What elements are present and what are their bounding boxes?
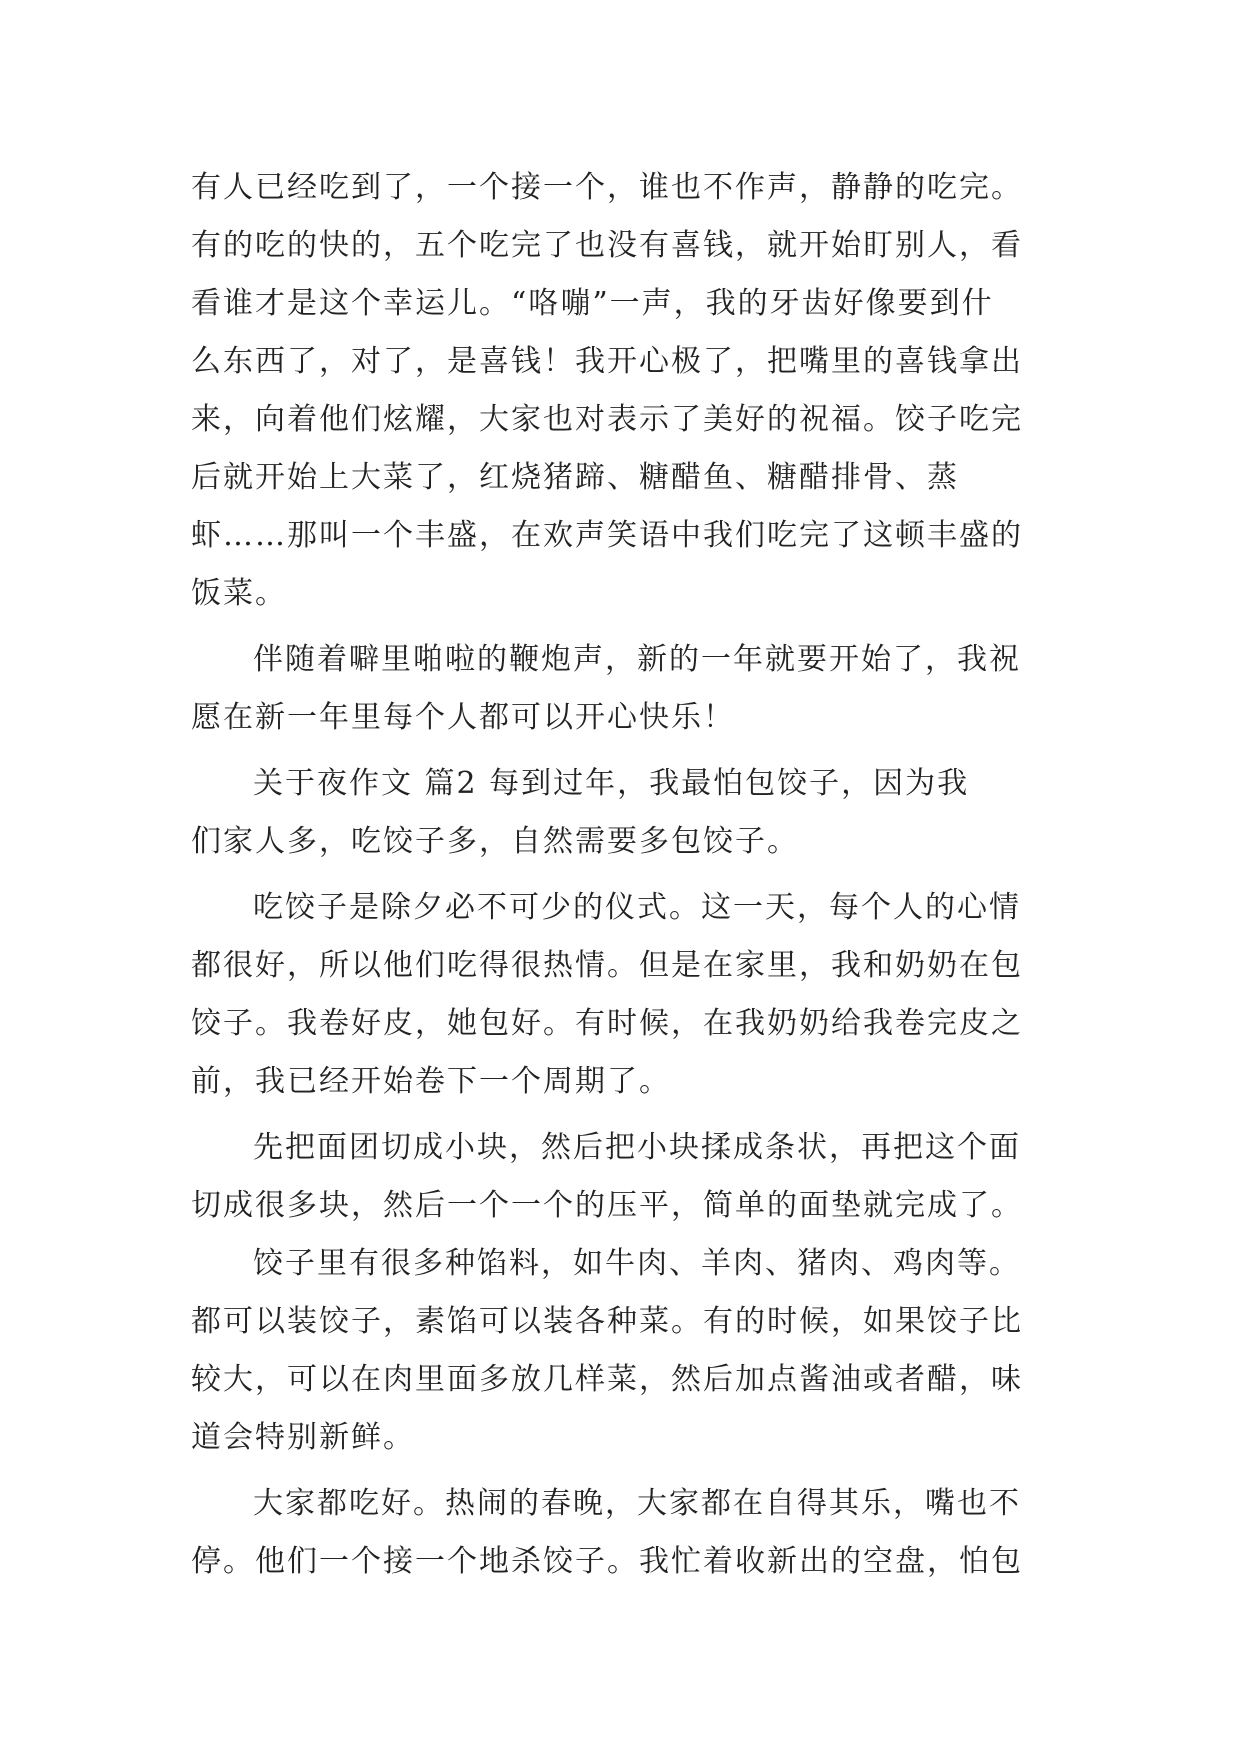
section-heading-line: 关于夜作文 篇2 每到过年，我最怕包饺子，因为我	[253, 766, 970, 801]
text-line: 愿在新一年里每个人都可以开心快乐！	[191, 700, 735, 735]
text-line: 有的吃的快的，五个吃完了也没有喜钱，就开始盯别人，看	[191, 228, 1023, 263]
text-line: 后就开始上大菜了，红烧猪蹄、糖醋鱼、糖醋排骨、蒸	[191, 460, 959, 495]
text-line: 都很好，所以他们吃得很热情。但是在家里，我和奶奶在包	[191, 948, 1023, 983]
text-line: 来，向着他们炫耀，大家也对表示了美好的祝福。饺子吃完	[191, 402, 1023, 437]
text-line: 都可以装饺子，素馅可以装各种菜。有的时候，如果饺子比	[191, 1304, 1023, 1339]
text-line: 饺子。我卷好皮，她包好。有时候，在我奶奶给我卷完皮之	[191, 1006, 1023, 1041]
text-line: 虾……那叫一个丰盛，在欢声笑语中我们吃完了这顿丰盛的	[191, 518, 1023, 553]
text-line: 较大，可以在肉里面多放几样菜，然后加点酱油或者醋，味	[191, 1362, 1023, 1397]
text-line: 停。他们一个接一个地杀饺子。我忙着收新出的空盘，怕包	[191, 1544, 1023, 1579]
text-line: 们家人多，吃饺子多，自然需要多包饺子。	[191, 824, 799, 859]
text-line: 伴随着噼里啪啦的鞭炮声，新的一年就要开始了，我祝	[253, 642, 1021, 677]
text-line: 大家都吃好。热闹的春晚，大家都在自得其乐，嘴也不	[253, 1486, 1021, 1521]
text-line: 有人已经吃到了，一个接一个，谁也不作声，静静的吃完。	[191, 170, 1023, 205]
text-line: 道会特别新鲜。	[191, 1420, 415, 1455]
text-line: 饭菜。	[191, 576, 287, 611]
text-line: 么东西了，对了，是喜钱！我开心极了，把嘴里的喜钱拿出	[191, 344, 1023, 379]
text-line: 吃饺子是除夕必不可少的仪式。这一天，每个人的心情	[253, 890, 1021, 925]
text-line: 切成很多块，然后一个一个的压平，简单的面垫就完成了。	[191, 1188, 1023, 1223]
text-line: 看谁才是这个幸运儿。“咯嘣”一声，我的牙齿好像要到什	[191, 286, 994, 321]
text-line: 饺子里有很多种馅料，如牛肉、羊肉、猪肉、鸡肉等。	[253, 1246, 1021, 1281]
text-line: 前，我已经开始卷下一个周期了。	[191, 1064, 671, 1099]
text-line: 先把面团切成小块，然后把小块揉成条状，再把这个面	[253, 1130, 1021, 1165]
